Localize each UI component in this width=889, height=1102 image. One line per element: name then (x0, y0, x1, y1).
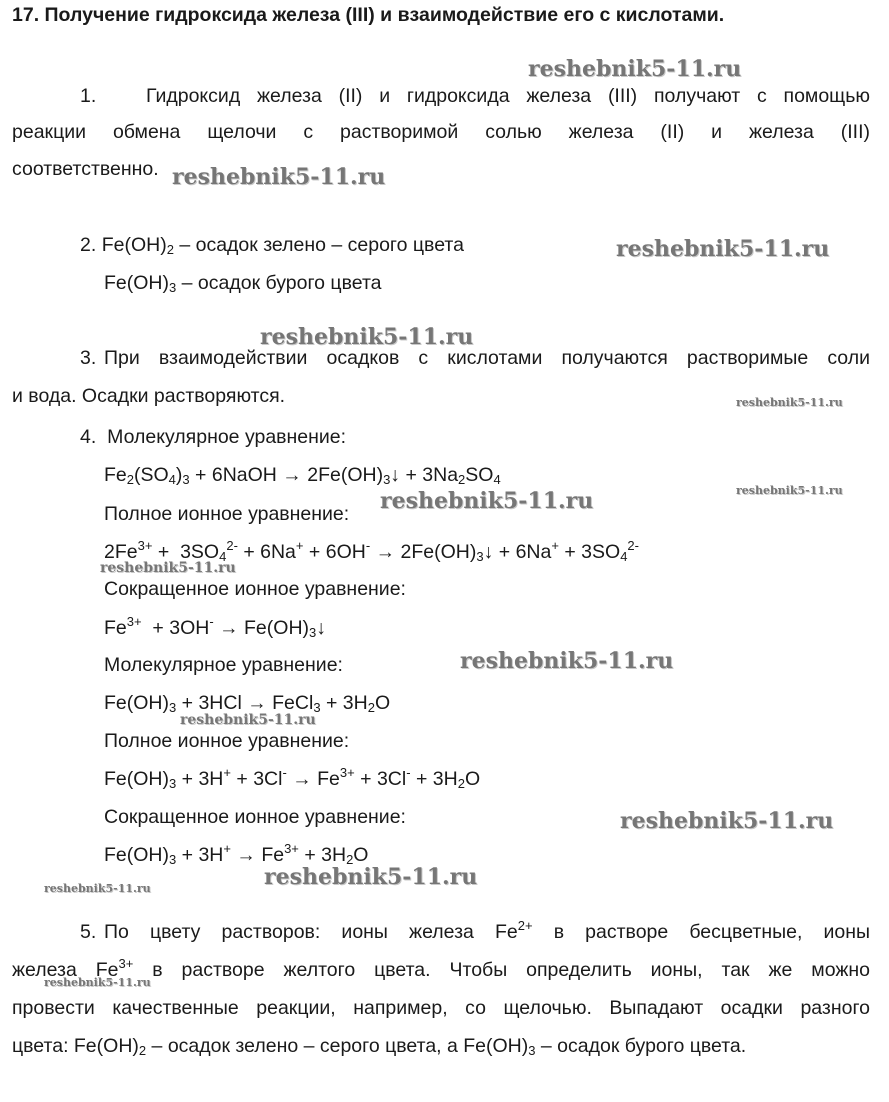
item5-line4: цвета: $Fe(OH)_2$ – осадок зелено – серого цвета, а $Fe(OH)_3$ – осадок бурого цвета. (12, 1035, 747, 1058)
item2-line2 (104, 271, 382, 295)
item2-number: 2. (80, 234, 97, 256)
watermark: reshebnik5-11.ru (264, 864, 478, 890)
item3-number: 3. (80, 347, 97, 369)
item3-line1: При взаимодействии осадков с кислотами получаются растворимые соли (104, 347, 870, 369)
watermark: reshebnik5-11.ru (100, 560, 236, 576)
watermark: reshebnik5-11.ru (460, 648, 674, 674)
molecular-equation-label-2: Молекулярное уравнение: (104, 654, 343, 676)
equation-2-full-ionic: $Fe(OH)_3 + 3H^+ + 3Cl^- \to Fe^{3+} + 3Cl^- + 3H_2O$ (104, 765, 481, 791)
page-title: 17. Получение гидроксида железа (III) и взаимодействие его с кислотами. (12, 4, 725, 26)
watermark: reshebnik5-11.ru (620, 808, 834, 834)
watermark: reshebnik5-11.ru (528, 56, 742, 82)
short-ionic-label-2: Сокращенное ионное уравнение: (104, 806, 406, 828)
item5-number: 5. (80, 921, 97, 943)
watermark: reshebnik5-11.ru (736, 396, 843, 409)
watermark: reshebnik5-11.ru (172, 164, 386, 190)
full-ionic-label-2: Полное ионное уравнение: (104, 730, 350, 752)
item5-line3: провести качественные реакции, например, со щелочью. Выпадают осадки разного (12, 997, 870, 1019)
watermark: reshebnik5-11.ru (180, 712, 316, 728)
watermark: reshebnik5-11.ru (44, 976, 151, 989)
watermark: reshebnik5-11.ru (380, 488, 594, 514)
item2-line1 (80, 233, 464, 257)
item1-number: 1. (80, 85, 97, 107)
fe-oh3-description: – осадок бурого цвета (176, 272, 382, 294)
fe-oh2-description: – осадок зелено – серого цвета (173, 234, 464, 256)
watermark: reshebnik5-11.ru (44, 882, 151, 895)
item1-line2: реакции обмена щелочи с растворимой солью железа (II) и железа (III) (12, 121, 870, 143)
full-ionic-label-1: Полное ионное уравнение: (104, 503, 350, 525)
fe-oh2-formula: $Fe(OH)_2$ (101, 234, 174, 257)
item1-line1: Гидроксид железа (II) и гидроксида железа (III) получают с помощью (146, 85, 870, 107)
short-ionic-label-1: Сокращенное ионное уравнение: (104, 578, 406, 600)
equation-1-molecular: $Fe_2(SO_4)_3$ + 6NaOH → $2Fe(OH)_3↓ + 3Na_2SO_4$ (104, 464, 501, 487)
watermark: reshebnik5-11.ru (616, 236, 830, 262)
watermark: reshebnik5-11.ru (260, 324, 474, 350)
item4-heading (80, 425, 346, 449)
fe-oh3-formula: $Fe(OH)_3$ (104, 272, 177, 295)
item5-line2: железа $Fe^{3+}$ в растворе желтого цвета. Чтобы определить ионы, так же можно (12, 956, 870, 981)
molecular-equation-label-1: Молекулярное уравнение: (107, 426, 347, 448)
item3-line2: и вода. Осадки растворяются. (12, 385, 286, 407)
equation-2-molecular: $Fe(OH)_3 + 3HCl$ → FeCl$_3$ + $3H_2O$ (104, 692, 391, 715)
watermark: reshebnik5-11.ru (736, 484, 843, 497)
equation-1-short-ionic: $Fe^{3+} + 3OH^-$ → $Fe(OH)_3↓$ (104, 614, 327, 640)
equation-1-full-ionic: $2Fe^{3+} + 3SO_4^{2-} + 6Na^+ + 6OH^-$ → $2Fe(OH)_3↓ + 6Na^+ + 3SO_4^{2-}$ (104, 538, 639, 564)
equation-2-short-ionic: $Fe(OH)_3 + 3H^+ \to Fe^{3+} + 3H_2O$ (104, 841, 369, 867)
item1-line3: соответственно. (12, 158, 159, 180)
item4-number: 4. (80, 426, 97, 448)
item5-line1: По цвету растворов: ионы железа $Fe^{2+}$ в растворе бесцветные, ионы (104, 918, 870, 943)
